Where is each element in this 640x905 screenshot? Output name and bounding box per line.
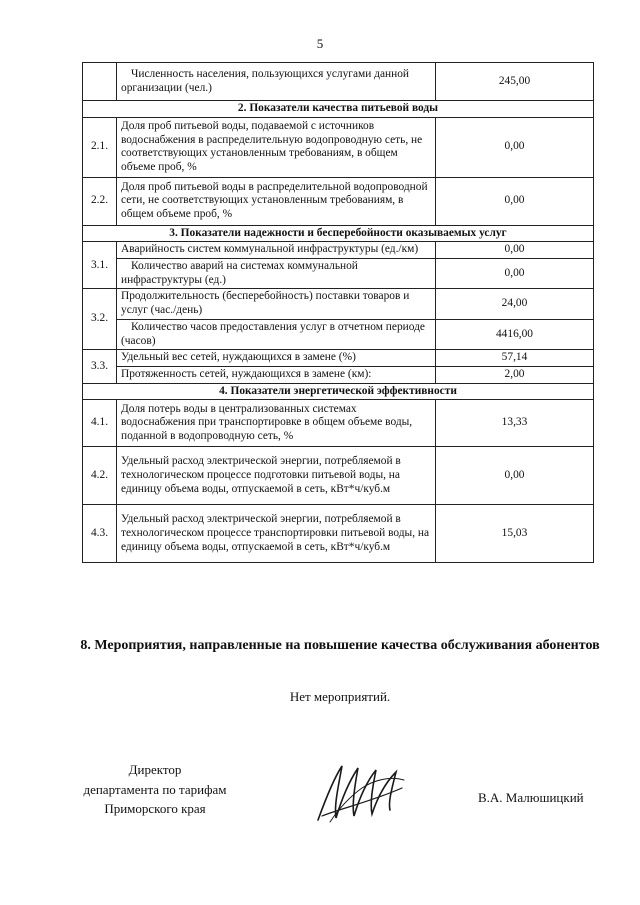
- indicator-value: 2,00: [436, 366, 594, 383]
- table-row: [83, 366, 594, 383]
- row-number: 4.1.: [83, 400, 117, 447]
- row-number: 3.2.: [83, 289, 117, 350]
- indicator-value: 13,33: [436, 400, 594, 447]
- handwritten-signature: [312, 758, 408, 828]
- indicator-description: Продолжительность (бесперебойность) поставки товаров и услуг (час./день): [117, 289, 436, 319]
- section-title: 3. Показатели надежности и бесперебойности оказываемых услуг: [83, 225, 594, 242]
- row-number: 4.2.: [83, 447, 117, 505]
- signature-title-line: Директор: [128, 762, 182, 777]
- indicator-description: Удельный расход электрической энергии, потребляемой в технологическом процессе подготовки питьевой воды, на единицу объема воды, отпускаемой в сеть, кВт*ч/куб.м: [117, 447, 436, 505]
- section-title: 2. Показатели качества питьевой воды: [83, 101, 594, 118]
- indicator-description: Удельный вес сетей, нуждающихся в замене (%): [117, 350, 436, 367]
- indicator-value: 245,00: [436, 63, 594, 101]
- indicator-value: 0,00: [436, 117, 594, 177]
- indicator-value: 0,00: [436, 242, 594, 259]
- indicator-value: 4416,00: [436, 319, 594, 349]
- table-row: [83, 400, 594, 447]
- table-row: [83, 259, 594, 289]
- section-header-row: [83, 101, 594, 118]
- table-row: [83, 242, 594, 259]
- row-number: 2.2.: [83, 177, 117, 225]
- indicator-value: 15,03: [436, 505, 594, 563]
- indicator-value: 0,00: [436, 177, 594, 225]
- indicator-value: 57,14: [436, 350, 594, 367]
- signature-title-line: Приморского края: [104, 801, 206, 816]
- signature-title-line: департамента по тарифам: [83, 781, 227, 797]
- indicator-description: Протяженность сетей, нуждающихся в замене (км):: [117, 366, 436, 383]
- indicator-value: 0,00: [436, 259, 594, 289]
- table-row: [83, 350, 594, 367]
- indicators-table: [82, 62, 594, 563]
- indicator-description: Аварийность систем коммунальной инфраструктуры (ед./км): [117, 242, 436, 259]
- indicator-description: Количество аварий на системах коммунальной инфраструктуры (ед.): [117, 259, 436, 289]
- table-row: [83, 63, 594, 101]
- indicators-table-body: [83, 63, 594, 563]
- signature-title: [60, 760, 250, 819]
- row-number: 3.1.: [83, 242, 117, 289]
- section-header-row: [83, 225, 594, 242]
- page-number: 5: [316, 36, 324, 51]
- table-row: [83, 289, 594, 319]
- table-row: [83, 117, 594, 177]
- row-number: [83, 63, 117, 101]
- no-measures-text: Нет мероприятий.: [289, 689, 391, 704]
- indicator-description: Удельный расход электрической энергии, потребляемой в технологическом процессе транспортировки питьевой воды, на единицу объема воды, отпускаемой в сеть, кВт*ч/куб.м: [117, 505, 436, 563]
- indicator-value: 0,00: [436, 447, 594, 505]
- section-title: 4. Показатели энергетической эффективности: [83, 383, 594, 400]
- table-row: [83, 319, 594, 349]
- table-row: [83, 505, 594, 563]
- section-heading: 8. Мероприятия, направленные на повышение качества обслуживания абонентов: [80, 638, 600, 653]
- indicator-description: Доля потерь воды в централизованных системах водоснабжения при транспортировке в общем объеме воды, поданной в водопроводную сеть, %: [117, 400, 436, 447]
- row-number: 2.1.: [83, 117, 117, 177]
- table-row: [83, 177, 594, 225]
- signatory-name: В.А. Малюшицкий: [478, 790, 584, 805]
- indicator-value: 24,00: [436, 289, 594, 319]
- section-header-row: [83, 383, 594, 400]
- row-number: 3.3.: [83, 350, 117, 383]
- indicator-description: Доля проб питьевой воды в распределительной водопроводной сети, не соответствующих установленным требованиям, в общем объеме проб, %: [117, 177, 436, 225]
- row-number: 4.3.: [83, 505, 117, 563]
- indicator-description: Доля проб питьевой воды, подаваемой с источников водоснабжения в распределительную водопроводную сеть, не соответствующих установленным требованиям, в общем объеме проб, %: [117, 117, 436, 177]
- indicator-description: Численность населения, пользующихся услугами данной организации (чел.): [117, 63, 436, 101]
- table-row: [83, 447, 594, 505]
- indicator-description: Количество часов предоставления услуг в отчетном периоде (часов): [117, 319, 436, 349]
